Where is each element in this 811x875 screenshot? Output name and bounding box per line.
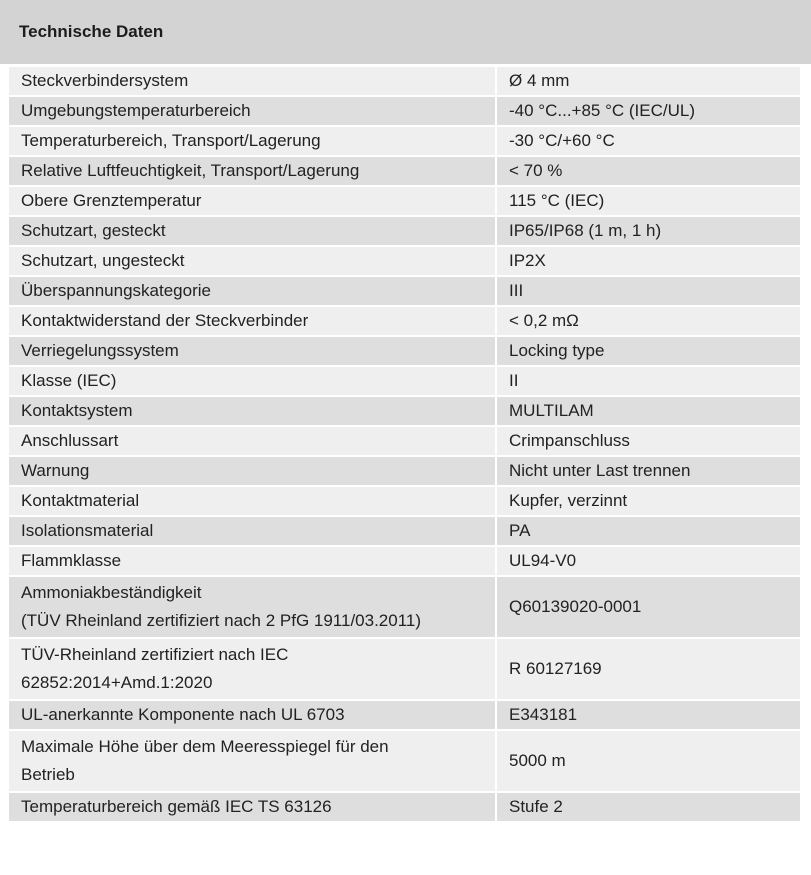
row-value: Kupfer, verzinnt	[496, 486, 801, 516]
row-label: Maximale Höhe über dem Meeresspiegel für den	[21, 737, 389, 756]
row-label: (TÜV Rheinland zertifiziert nach 2 PfG 1911/03.2011)	[21, 611, 422, 630]
row-label-cell	[8, 426, 496, 456]
row-label: Anschlussart	[21, 431, 119, 450]
table-row	[8, 156, 801, 186]
row-label: Warnung	[21, 461, 90, 480]
row-label-cell	[8, 246, 496, 276]
table-row	[8, 396, 801, 426]
table-header	[0, 0, 811, 64]
row-label: Obere Grenztemperatur	[21, 191, 202, 210]
row-label: 62852:2014+Amd.1:2020	[21, 673, 213, 692]
row-value: 115 °C (IEC)	[496, 186, 801, 216]
table-row	[8, 516, 801, 546]
row-label-cell	[8, 336, 496, 366]
row-label-cell	[8, 216, 496, 246]
row-label-cell	[8, 516, 496, 546]
row-value: IP65/IP68 (1 m, 1 h)	[496, 216, 801, 246]
row-label-cell	[8, 486, 496, 516]
row-label-cell	[8, 576, 496, 638]
row-value: Locking type	[496, 336, 801, 366]
table-row	[8, 486, 801, 516]
table-row	[8, 306, 801, 336]
row-label: Kontaktmaterial	[21, 491, 140, 510]
row-value: 5000 m	[496, 730, 801, 792]
row-label: Überspannungskategorie	[21, 281, 211, 300]
row-value: Ø 4 mm	[496, 66, 801, 96]
table-row	[8, 700, 801, 730]
table-row	[8, 426, 801, 456]
table-row	[8, 276, 801, 306]
table-title: Technische Daten	[19, 22, 164, 41]
row-value: < 70 %	[496, 156, 801, 186]
row-value: II	[496, 366, 801, 396]
row-label: Ammoniakbeständigkeit	[21, 583, 202, 602]
row-label: UL-anerkannte Komponente nach UL 6703	[21, 705, 345, 724]
table-row	[8, 216, 801, 246]
row-value: -30 °C/+60 °C	[496, 126, 801, 156]
table-row	[8, 576, 801, 638]
row-label: Schutzart, gesteckt	[21, 221, 166, 240]
row-label: Verriegelungssystem	[21, 341, 179, 360]
row-value: MULTILAM	[496, 396, 801, 426]
table-row	[8, 336, 801, 366]
row-label-cell	[8, 96, 496, 126]
table-row	[8, 186, 801, 216]
row-label: Kontaktsystem	[21, 401, 133, 420]
row-label: Relative Luftfeuchtigkeit, Transport/Lagerung	[21, 161, 360, 180]
table-row	[8, 638, 801, 700]
row-label: Umgebungstemperaturbereich	[21, 101, 251, 120]
row-value: PA	[496, 516, 801, 546]
row-value: Q60139020-0001	[496, 576, 801, 638]
row-label: Isolationsmaterial	[21, 521, 154, 540]
row-label-cell	[8, 730, 496, 792]
row-label: Flammklasse	[21, 551, 122, 570]
row-value: UL94-V0	[496, 546, 801, 576]
row-label-cell	[8, 546, 496, 576]
row-value: IP2X	[496, 246, 801, 276]
row-label-cell	[8, 276, 496, 306]
row-value: < 0,2 mΩ	[496, 306, 801, 336]
row-value: E343181	[496, 700, 801, 730]
table-row	[8, 246, 801, 276]
table-row	[8, 96, 801, 126]
table-row	[8, 456, 801, 486]
row-label-cell	[8, 156, 496, 186]
row-value: Crimpanschluss	[496, 426, 801, 456]
row-label-cell	[8, 306, 496, 336]
table-row	[8, 66, 801, 96]
row-label-cell	[8, 366, 496, 396]
row-value: R 60127169	[496, 638, 801, 700]
table-row	[8, 792, 801, 822]
table-row	[8, 126, 801, 156]
row-label-cell	[8, 700, 496, 730]
row-value: -40 °C...+85 °C (IEC/UL)	[496, 96, 801, 126]
spec-table	[7, 65, 802, 823]
row-label: Klasse (IEC)	[21, 371, 117, 390]
row-label: Schutzart, ungesteckt	[21, 251, 185, 270]
row-label-cell	[8, 792, 496, 822]
table-row	[8, 366, 801, 396]
row-label-cell	[8, 66, 496, 96]
row-value: Nicht unter Last trennen	[496, 456, 801, 486]
row-label: Kontaktwiderstand der Steckverbinder	[21, 311, 309, 330]
row-label-cell	[8, 396, 496, 426]
row-label: Temperaturbereich, Transport/Lagerung	[21, 131, 321, 150]
row-label-cell	[8, 456, 496, 486]
row-label: Steckverbindersystem	[21, 71, 189, 90]
row-label: Temperaturbereich gemäß IEC TS 63126	[21, 797, 332, 816]
row-value: Stufe 2	[496, 792, 801, 822]
row-label: Betrieb	[21, 765, 75, 784]
row-value: III	[496, 276, 801, 306]
spec-table-body	[8, 66, 801, 822]
row-label: TÜV-Rheinland zertifiziert nach IEC	[21, 645, 289, 664]
row-label-cell	[8, 638, 496, 700]
row-label-cell	[8, 126, 496, 156]
table-row	[8, 546, 801, 576]
table-row	[8, 730, 801, 792]
row-label-cell	[8, 186, 496, 216]
